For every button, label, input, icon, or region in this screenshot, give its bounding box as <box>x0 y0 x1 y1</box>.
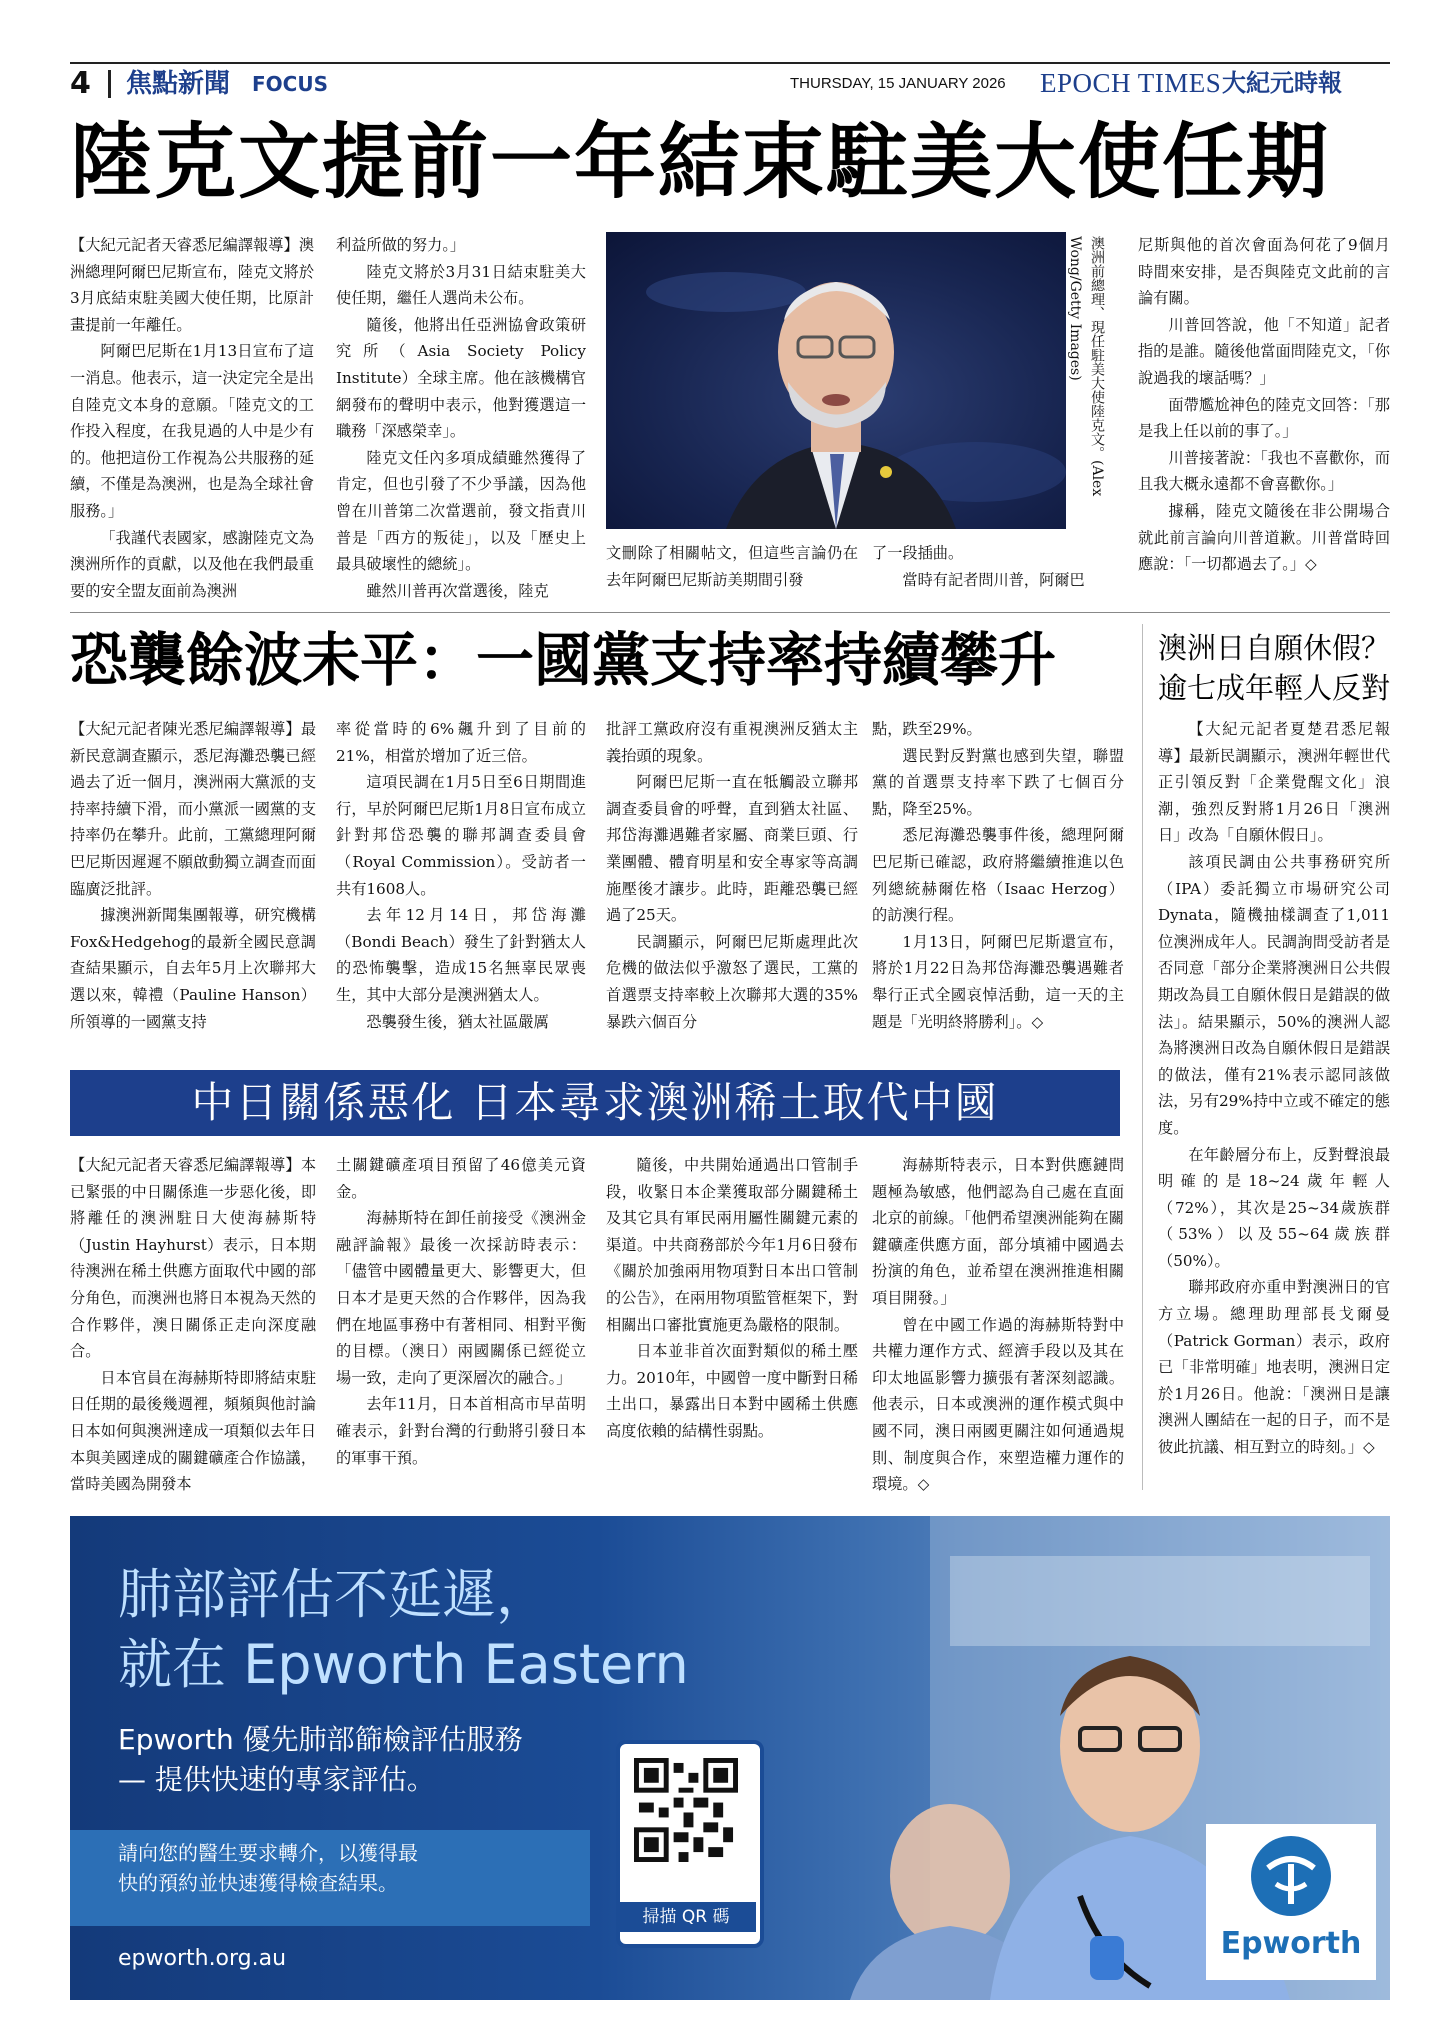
article2-paragraph: 率從當時的6%飆升到了目前的21%，相當於增加了近三倍。 <box>336 720 586 765</box>
article1-paragraph: 當時有記者問川普，阿爾巴 <box>902 570 1085 589</box>
qr-scan-label: 掃描 QR 碼 <box>616 1902 756 1932</box>
article2-paragraph: 阿爾巴尼斯一直在牴觸設立聯邦調查委員會的呼聲，直到猶太社區、邦岱海灘遇難者家屬、商業巨頭、行業團體、體育明星和安全專家等高調施壓後才讓步。此時，距離恐襲已經過了25天。 <box>606 773 858 925</box>
article2-column-1 <box>70 716 316 1056</box>
article1-paragraph: 面帶尷尬神色的陸克文回答：「那是我上任以前的事了。」 <box>1138 395 1390 441</box>
article2-paragraph: 點，跌至29%。 <box>872 720 982 738</box>
portrait-illustration <box>606 232 1066 529</box>
article1-paragraph: 「我謹代表國家，感謝陸克文為澳洲所作的貢獻，以及他在我們最重要的安全盟友面前為澳洲 <box>70 528 314 600</box>
article4-paragraph: 該項民調由公共事務研究所（IPA）委託獨立市場研究公司Dynata，隨機抽樣調查了1,011位澳洲成年人。民調詢問受訪者是否同意「部分企業將澳洲日公共假期改為員工自願休假日是錯誤的做法」。結果顯示，50%的澳洲人認為將澳洲日改為自願休假日是錯誤的做法，僅有21%表示認同該做法，另有29%持中立或不確定的態度。 <box>1158 852 1390 1137</box>
article1-paragraph: 了一段插曲。 <box>872 544 964 562</box>
article1-paragraph: 陸克文任內多項成績雖然獲得了肯定，但也引發了不少爭議，因為他曾在川普第二次當選前，發文指責川普是「西方的叛徒」，以及「歷史上最具破壞性的總統」。 <box>336 448 586 574</box>
article3-column-2 <box>336 1152 586 1498</box>
article2-paragraph: 民調顯示，阿爾巴尼斯處理此次危機的做法似乎激怒了選民，工黨的首選票支持率較上次聯邦大選的35%暴跌六個百分 <box>606 932 858 1031</box>
article4-paragraph: 在年齡層分布上，反對聲浪最明確的是18~24歲年輕人（72%），其次是25~34歲族群（53%）以及55~64歲族群（50%）。 <box>1158 1145 1390 1270</box>
article2-column-4 <box>872 716 1124 1056</box>
ad-subheadline-line1: Epworth 優先肺部篩檢評估服務 <box>118 1723 523 1756</box>
qr-code-icon[interactable] <box>634 1758 738 1862</box>
article1-paragraph: 隨後，他將出任亞洲協會政策研究所（Asia Society Policy Institute）全球主席。他在該機構官網發布的聲明中表示，他對獲選這一職務「深感榮幸」。 <box>336 315 586 441</box>
masthead-en: EPOCH TIMES <box>1040 68 1222 98</box>
header-divider <box>108 70 111 98</box>
ad-headline-line1: 肺部評估不延遲， <box>118 1563 550 1626</box>
article2-column-2 <box>336 716 586 1056</box>
article3-paragraph: 日本官員在海赫斯特即將結束駐日任期的最後幾週裡，頻頻與他討論日本如何與澳洲達成一項類似去年日本與美國達成的關鍵礦產合作協議，當時美國為開發本 <box>70 1368 316 1494</box>
ad-referral-text <box>118 1838 418 1898</box>
ad-referral-line2: 快的預約並快速獲得檢查結果。 <box>118 1871 398 1895</box>
photo-caption: 澳洲前總理、現任駐美大使陸克文。(Alex Wong/Getty Images) <box>1067 236 1105 497</box>
article4-paragraph: 聯邦政府亦重申對澳洲日的官方立場。總理助理部長戈爾曼（Patrick Gorman）表示，政府已「非常明確」地表明，澳洲日定於1月26日。他說：「澳洲日是讓澳洲人團結在一起的日子，而不是彼此抗議、相互對立的時刻。」◇ <box>1158 1278 1390 1457</box>
article1-column-2 <box>336 232 586 604</box>
article1-paragraph: 川普接著說：「我也不喜歡你，而且我大概永遠都不會喜歡你。」 <box>1138 448 1390 494</box>
article4-headline-line2: 逾七成年輕人反對 <box>1158 671 1391 705</box>
article3-column-3 <box>606 1152 858 1498</box>
article1-column-5 <box>1138 232 1390 604</box>
ad-headline <box>118 1560 689 1700</box>
article3-paragraph: 海赫斯特在卸任前接受《澳洲金融評論報》最後一次採訪時表示：「儘管中國體量更大、影響更大，但日本才是更天然的合作夥伴，因為我們在地區事務中有著相同、相對平衡的目標。（澳日）兩國關係已經從立場一致，走向了更深層次的融合。」 <box>336 1209 586 1387</box>
article4-paragraph: 【大紀元記者夏楚君悉尼報導】最新民調顯示，澳洲年輕世代正引領反對「企業覺醒文化」浪潮，強烈反對將1月26日「澳洲日」改為「自願休假日」。 <box>1158 720 1390 845</box>
article4-headline <box>1158 628 1398 708</box>
page-number: 4 <box>70 66 91 101</box>
ad-subheadline-line2: — 提供快速的專家評估。 <box>118 1763 435 1796</box>
article4-column <box>1158 716 1390 1498</box>
article1-headline: 陸克文提前一年結束駐美大使任期 <box>70 114 1331 210</box>
article3-headline: 中日關係惡化 日本尋求澳洲稀土取代中國 <box>191 1078 999 1127</box>
article1-paragraph: 利益所做的努力。」 <box>336 236 466 254</box>
article3-paragraph: 隨後，中共開始通過出口管制手段，收緊日本企業獲取部分關鍵稀土及其它具有軍民兩用屬性關鍵元素的渠道。中共商務部於今年1月6日發布《關於加強兩用物項對日本出口管制的公告》，在兩用物項監管框架下，對相關出口審批實施更為嚴格的限制。 <box>606 1156 858 1334</box>
epworth-logo-icon <box>1206 1824 1376 1934</box>
ad-subheadline <box>118 1720 523 1800</box>
ad-referral-line1: 請向您的醫生要求轉介，以獲得最 <box>118 1841 418 1865</box>
section-divider <box>70 612 1390 613</box>
section-title-en: FOCUS <box>252 72 328 96</box>
article3-paragraph: 海赫斯特表示，日本對供應鏈問題極為敏感，他們認為自己處在直面北京的前線。「他們希望澳洲能夠在關鍵礦產供應方面，部分填補中國過去扮演的角色，並希望在澳洲推進相關項目開發。」 <box>872 1156 1124 1307</box>
article3-paragraph: 日本並非首次面對類似的稀土壓力。2010年，中國曾一度中斷對日稀土出口，暴露出日本對中國稀土供應高度依賴的結構性弱點。 <box>606 1342 858 1440</box>
section-title: 焦點新聞 <box>126 69 231 99</box>
article3-column-1 <box>70 1152 316 1498</box>
article2-paragraph: 恐襲發生後，猶太社區嚴厲 <box>366 1012 549 1031</box>
article3-paragraph: 曾在中國工作過的海赫斯特對中共權力運作方式、經濟手段以及其在印太地區影響力擴張有著深刻認識。他表示，日本或澳洲的運作模式與中國不同，澳日兩國更關注如何通過規則、制度與合作，來塑造權力運作的環境。◇ <box>872 1315 1124 1494</box>
article2-paragraph: 【大紀元記者陳光悉尼編譯報導】最新民意調查顯示，悉尼海灘恐襲已經過去了近一個月，澳洲兩大黨派的支持率持續下滑，而小黨派一國黨的支持率仍在攀升。此前，工黨總理阿爾巴尼斯因遲遲不願啟動獨立調查而面臨廣泛批評。 <box>70 720 316 898</box>
masthead-zh: 大紀元時報 <box>1222 68 1342 97</box>
article2-paragraph: 批評工黨政府沒有重視澳洲反猶太主義抬頭的現象。 <box>606 720 858 765</box>
article1-photo <box>606 232 1066 529</box>
article1-paragraph: 尼斯與他的首次會面為何花了9個月時間來安排，是否與陸克文此前的言論有關。 <box>1138 236 1390 308</box>
issue-date: THURSDAY, 15 JANUARY 2026 <box>790 75 1006 92</box>
article1-paragraph: 據稱，陸克文隨後在非公開場合就此前言論向川普道歉。川普當時回應說：「一切都過去了。」◇ <box>1138 501 1390 574</box>
article2-paragraph: 1月13日，阿爾巴尼斯還宣布，將於1月22日為邦岱海灘恐襲遇難者舉行正式全國哀悼活動，這一天的主題是「光明終將勝利」。◇ <box>872 932 1124 1031</box>
article2-headline: 恐襲餘波未平：一國黨支持率持續攀升 <box>70 626 1057 694</box>
article1-paragraph: 文刪除了相關帖文，但這些言論仍在去年阿爾巴尼斯訪美期間引發 <box>606 544 858 589</box>
ad-website-link[interactable]: epworth.org.au <box>118 1946 287 1971</box>
article1-paragraph: 川普回答說，他「不知道」記者指的是誰。隨後他當面問陸克文，「你說過我的壞話嗎？」 <box>1138 315 1390 387</box>
article1-paragraph: 雖然川普再次當選後，陸克 <box>366 581 549 600</box>
article3-paragraph: 去年11月，日本首相高市早苗明確表示，針對台灣的行動將引發日本的軍事干預。 <box>336 1395 586 1467</box>
article1-paragraph: 阿爾巴尼斯在1月13日宣布了這一消息。他表示，這一決定完全是出自陸克文本身的意願。「陸克文的工作投入程度，在我見過的人中是少有的。他把這份工作視為公共服務的延續，不僅是為澳洲，也是為全球社會服務。」 <box>70 342 314 520</box>
article1-column-3 <box>606 540 858 604</box>
article3-paragraph: 土關鍵礦產項目預留了46億美元資金。 <box>336 1156 586 1201</box>
article3-column-4 <box>872 1152 1124 1498</box>
article3-paragraph: 【大紀元記者天睿悉尼編譯報導】本已緊張的中日關係進一步惡化後，即將離任的澳洲駐日大使海赫斯特（Justin Hayhurst）表示，日本期待澳洲在稀土供應方面取代中國的部分角色，而澳洲也將日本視為天然的合作夥伴，澳日關係正走向深度融合。 <box>70 1156 316 1361</box>
article2-paragraph: 這項民調在1月5日至6日期間進行，早於阿爾巴尼斯1月8日宣布成立針對邦岱恐襲的聯邦調查委員會（Royal Commission）。受訪者一共有1608人。 <box>336 773 586 898</box>
article2-paragraph: 去年12月14日，邦岱海灘（Bondi Beach）發生了針對猶太人的恐怖襲擊，造成15名無辜民眾喪生，其中大部分是澳洲猶太人。 <box>336 906 586 1004</box>
article1-paragraph: 陸克文將於3月31日結束駐美大使任期，繼任人選尚未公布。 <box>336 262 586 308</box>
article2-column-3 <box>606 716 858 1056</box>
article2-paragraph: 據澳洲新聞集團報導，研究機構Fox&Hedgehog的最新全國民意調查結果顯示，自去年5月上次聯邦大選以來，韓禮（Pauline Hanson）所領導的一國黨支持 <box>70 906 316 1031</box>
ad-headline-line2: 就在 Epworth Eastern <box>118 1633 689 1696</box>
epworth-logo-text: Epworth <box>1220 1926 1362 1961</box>
column-divider <box>1142 624 1143 1490</box>
article2-paragraph: 選民對反對黨也感到失望，聯盟黨的首選票支持率下跌了七個百分點，降至25%。 <box>872 746 1124 818</box>
article1-column-1 <box>70 232 314 604</box>
article2-paragraph: 悉尼海灘恐襲事件後，總理阿爾巴尼斯已確認，政府將繼續推進以色列總統赫爾佐格（Isaac Herzog）的訪澳行程。 <box>872 826 1124 925</box>
article1-column-4 <box>872 540 1122 604</box>
article1-paragraph: 【大紀元記者天睿悉尼編譯報導】澳洲總理阿爾巴尼斯宣布，陸克文將於3月底結束駐美國大使任期，比原計畫提前一年離任。 <box>70 236 314 334</box>
article4-headline-line1: 澳洲日自願休假？ <box>1158 631 1391 665</box>
